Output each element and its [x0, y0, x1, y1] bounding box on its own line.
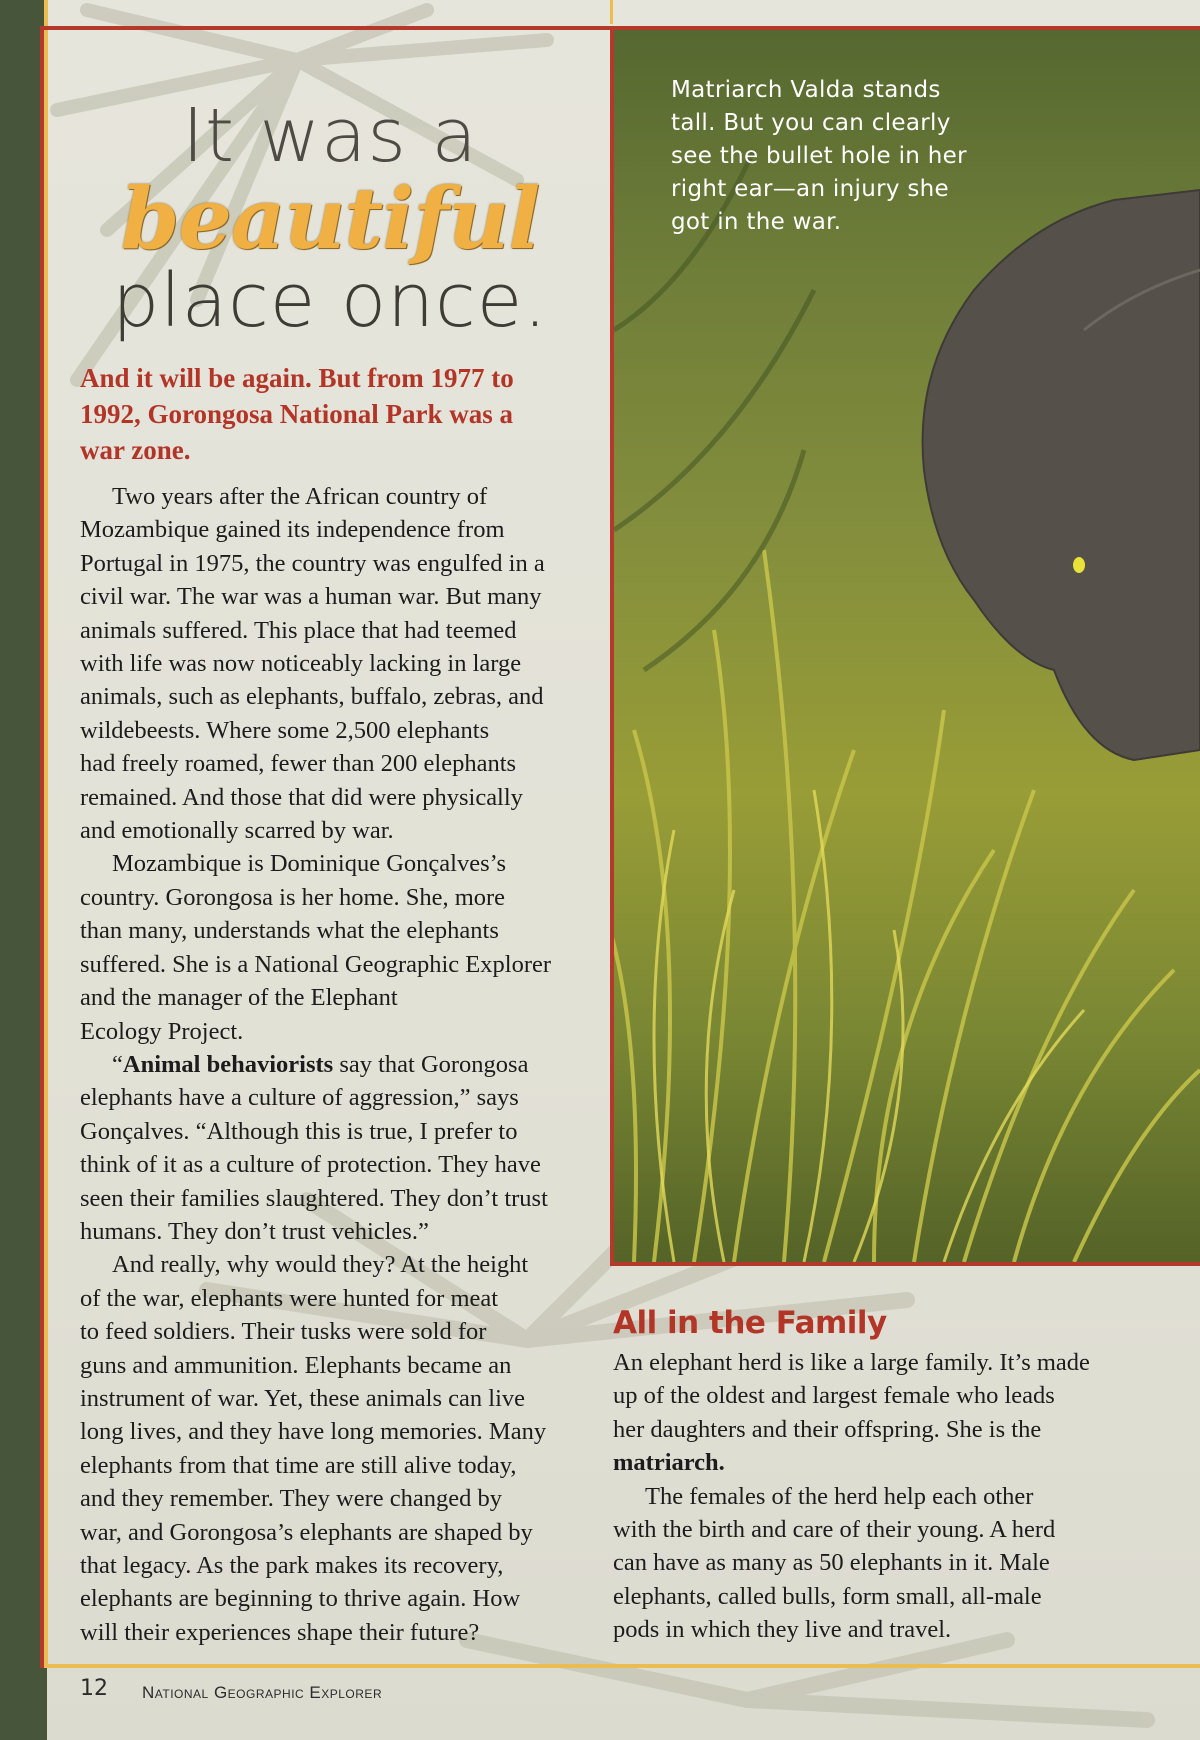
body-line: than many, understands what the elephants [80, 917, 499, 945]
caption-line: right ear—an injury she [671, 176, 949, 202]
body-line: wildebeests. Where some 2,500 elephants [80, 716, 490, 744]
body-line: to feed soldiers. Their tusks were sold for [80, 1318, 487, 1346]
sidebar-text [613, 1346, 1173, 1647]
body-line: elephants from that time are still alive today, [80, 1451, 517, 1479]
body-line: and the manager of the Elephant [80, 984, 398, 1012]
sidebar-line: can have as many as 50 elephants in it. Male [613, 1549, 1050, 1577]
body-line: civil war. The war was a human war. But many [80, 583, 542, 611]
body-line: think of it as a culture of protection. They have [80, 1151, 541, 1179]
headline-line-1: It was a [182, 93, 478, 179]
body-line: Mozambique gained its independence from [80, 516, 505, 544]
body-line: elephants are beginning to thrive again. How [80, 1585, 521, 1613]
left-red-rule [40, 26, 44, 1668]
body-line: and emotionally scarred by war. [80, 817, 394, 845]
body-line: Mozambique is Dominique Gonçalves’s [112, 850, 506, 878]
body-line [80, 1048, 610, 1081]
body-line: country. Gorongosa is her home. She, more [80, 883, 506, 911]
body-line: will their experiences shape their future? [80, 1618, 480, 1646]
body-line: war, and Gorongosa’s elephants are shaped by [80, 1518, 533, 1546]
body-line-rest: say that Gorongosa [333, 1050, 529, 1078]
open-quote: “ [112, 1050, 123, 1078]
body-text [80, 480, 610, 1649]
caption-line: see the bullet hole in her [671, 143, 967, 169]
photo-bottom-border [610, 1262, 1200, 1266]
sidebar-line [613, 1446, 1173, 1479]
photo-caption [671, 74, 991, 239]
body-line: long lives, and they have long memories. Many [80, 1418, 547, 1446]
body-line: of the war, elephants were hunted for meat [80, 1284, 499, 1312]
body-line: with life was now noticeably lacking in large [80, 650, 522, 678]
body-line: And really, why would they? At the height [112, 1251, 529, 1279]
headline [80, 93, 580, 344]
body-line: guns and ammunition. Elephants became an [80, 1351, 512, 1379]
body-line: Two years after the African country of [112, 483, 488, 510]
subhead-line: 1992, Gorongosa National Park was a [80, 399, 514, 429]
page-number: 12 [80, 1676, 108, 1701]
sidebar-line: her daughters and their offspring. She is the [613, 1415, 1042, 1443]
sidebar-line: with the birth and care of their young. A herd [613, 1516, 1056, 1544]
subhead-line: And it will be again. But from 1977 to [80, 363, 514, 393]
body-line: humans. They don’t trust vehicles.” [80, 1217, 429, 1245]
caption-line: got in the war. [671, 209, 842, 235]
top-gold-rule [610, 0, 613, 24]
sidebar-line: up of the oldest and largest female who leads [613, 1382, 1055, 1410]
body-line: seen their families slaughtered. They don’t trust [80, 1184, 548, 1212]
bottom-gold-rule [44, 1664, 1200, 1668]
sidebar-line: The females of the herd help each other [645, 1482, 1034, 1510]
headline-line-2: beautiful [120, 169, 540, 268]
caption-line: tall. But you can clearly [671, 110, 951, 136]
body-line: had freely roamed, fewer than 200 elephants [80, 750, 517, 778]
left-gold-rule [44, 0, 48, 1668]
magazine-name: National Geographic Explorer [142, 1683, 383, 1702]
sidebar-line: pods in which they live and travel. [613, 1616, 952, 1644]
sidebar-title: All in the Family [613, 1305, 887, 1341]
sidebar-line: An elephant herd is like a large family. It’s made [613, 1349, 1090, 1376]
glossary-term: matriarch. [613, 1449, 725, 1477]
glossary-term: Animal behaviorists [122, 1050, 334, 1078]
body-line: animals suffered. This place that had teemed [80, 616, 517, 644]
subhead-line: war zone. [80, 435, 191, 465]
body-line: Portugal in 1975, the country was engulfed in a [80, 549, 545, 577]
body-line: instrument of war. Yet, these animals can live [80, 1384, 525, 1412]
body-line: and they remember. They were changed by [80, 1485, 503, 1513]
body-line: elephants have a culture of aggression,” says [80, 1084, 519, 1112]
body-line: Ecology Project. [80, 1017, 244, 1045]
photo-left-border [610, 26, 614, 1266]
body-line: that legacy. As the park makes its recovery, [80, 1552, 504, 1579]
subheadline [80, 360, 600, 468]
body-line: Gonçalves. “Although this is true, I prefer to [80, 1117, 518, 1145]
body-line: suffered. She is a National Geographic Explorer [80, 950, 552, 978]
body-line: animals, such as elephants, buffalo, zebras, and [80, 683, 544, 711]
headline-line-3: place once. [112, 258, 548, 344]
body-line: remained. And those that did were physically [80, 783, 523, 811]
caption-line: Matriarch Valda stands [671, 77, 941, 103]
sidebar-line: elephants, called bulls, form small, all-male [613, 1582, 1042, 1610]
